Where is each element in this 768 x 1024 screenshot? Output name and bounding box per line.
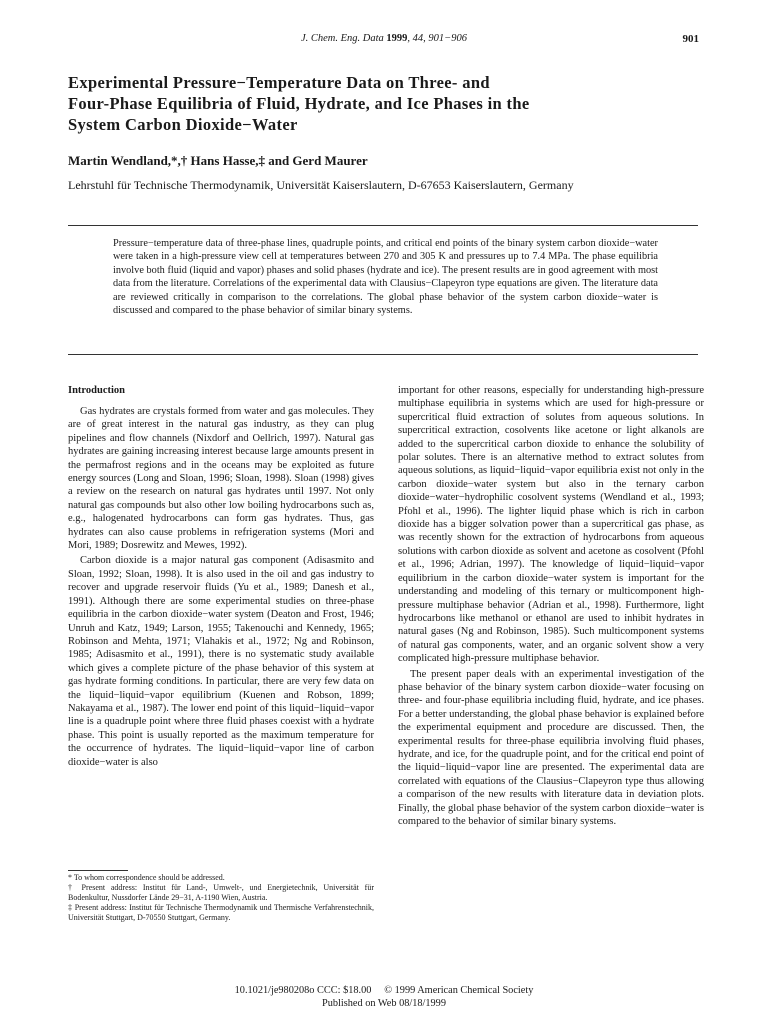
affiliation: Lehrstuhl für Technische Thermodynamik, Universität Kaiserslautern, D-67653 Kaiserslautern, Germany	[68, 178, 574, 192]
published-date-line: Published on Web 08/18/1999	[322, 997, 446, 1009]
left-column	[68, 384, 374, 769]
right-column	[398, 384, 704, 828]
body-paragraph: The present paper deals with an experimental investigation of the phase behavior of the binary system carbon dioxide−water focusing on three- and four-phase equilibria including fluid, hydrate, and ice phases. For a better understanding, the global phase behavior is explained before the experimental equipment and procedure are discussed. Then, the experimental results for three-phase equilibria involving fluid phases, hydrate, and ice, for the quadruple point, and for the critical end point of the liquid−liquid−vapor line are presented. The experimental data are correlated with equations of the Clausius−Clapeyron type thus allowing a comparison of the new results with literature data in deviation plots. Finally, the global phase behavior of the system carbon dioxide−water is compared to the behavior of similar binary systems.	[398, 668, 704, 827]
footnote-rule	[68, 870, 128, 871]
body-paragraph: Gas hydrates are crystals formed from water and gas molecules. They are of great interest in the natural gas industry, as they can plug pipelines and flow channels (Nixdorf and Oellrich, 1997). Natural gas hydrates are gaining increasing interest because large amounts present in the permafrost regions and in the oceans may be exploited as future energy sources (Long and Sloan, 1996; Sloan, 1998). Sloan (1998) gives a review on the research on natural gas hydrates until 1997. Not only natural gas compounds but also other low boiling hydrocarbons such as, e.g., halogenated hydrocarbons can form gas hydrates. Thus, gas hydrates can also cause problems in refrigeration systems (Mori and Mori, 1989; Dosrewitz and Mewes, 1992).	[68, 406, 374, 552]
article-title: Experimental Pressure−Temperature Data on Three- and Four-Phase Equilibria of Fluid, Hydrate, and Ice Phases in the System Carbon Dioxide−Water	[68, 73, 530, 134]
footnote-present-address-2: ‡ Present address: Institut für Technische Thermodynamik und Thermische Verfahrenstechnik, Universität Stuttgart, D-70550 Stuttgart, Germany.	[68, 903, 374, 922]
footnote-correspondence: * To whom correspondence should be addressed.	[68, 873, 225, 882]
abstract: Pressure−temperature data of three-phase lines, quadruple points, and critical end points of the binary system carbon dioxide−water were taken in a high-pressure view cell at temperatures between 270 and 305 K and pressures up to 7.4 MPa. The phase equilibria involve both fluid (liquid and vapor) phases and solid phases (hydrate and ice). The present results are in good agreement with most data from the literature. Correlations of the experimental data with Clausius−Clapeyron type equations are given. The literature data are reviewed critically in comparison to the correlations. The global phase behavior of the system carbon dioxide−water is discussed and compared to the phase behavior of similar binary systems.	[113, 238, 658, 317]
author-list: Martin Wendland,*,† Hans Hasse,‡ and Gerd Maurer	[68, 153, 368, 168]
abstract-top-rule	[68, 225, 698, 226]
abstract-bottom-rule	[68, 354, 698, 355]
footnotes	[68, 873, 374, 923]
doi-copyright-line: 10.1021/je980208o CCC: $18.00 © 1999 American Chemical Society	[234, 985, 534, 996]
footnote-present-address-1: † Present address: Institut für Land-, Umwelt-, und Energietechnik, Universität für Bodenkultur, Nussdorfer Lände 29−31, A-1190 Wien, Austria.	[68, 883, 374, 902]
body-paragraph: Carbon dioxide is a major natural gas component (Adisasmito and Sloan, 1992; Sloan, 1998). It is also used in the oil and gas industry to recover and upgrade reservoir fluids (Yu et al., 1989; Danesh et al., 1991). Although there are some experimental studies on three-phase equilibria in the carbon dioxide−water system (Deaton and Frost, 1946; Unruh and Katz, 1949; Larson, 1955; Takenouchi and Kennedy, 1965; Robinson and Mehta, 1971; Vlahakis et al., 1972; Ng and Robinson, 1985; Adisasmito et al., 1991), there is no systematic study available which gives a complete picture of the phase behavior of this system at gas hydrate forming conditions. In particular, there are very few data on the liquid−liquid−vapor equilibrium (Kuenen and Robson, 1899; Nakayama et al., 1987). The lower end point of this liquid−liquid−vapor line is a quadruple point where three fluid phases coexist with a hydrate phase. This point is usually reported as the maximum temperature for the occurrence of hydrates. The liquid−liquid−vapor line of carbon dioxide−water is also	[68, 555, 374, 768]
journal-citation: J. Chem. Eng. Data 1999, 44, 901−906	[300, 33, 468, 44]
section-heading-introduction: Introduction	[68, 385, 125, 396]
body-paragraph: important for other reasons, especially for understanding high-pressure multiphase equilibria in systems which are used for high-pressure or supercritical fluid extraction of solutes from aqueous solutions. In supercritical extraction, cosolvents like acetone or light alkanols are added to the supercritical carbon dioxide to enhance the solubility of polar solutes. There is an alternative method to extract solutes from aqueous solutions, as liquid−liquid−vapor equilibria exist not only in the carbon dioxide−water system but also in the ternary carbon dioxide−water−hydrophilic cosolvent systems (Wendland et al., 1993; Pfohl et al., 1996). The lighter liquid phase which is rich in carbon dioxide has a bigger solvation power than a supercritical gas phase, as was recently shown for the extraction of hydrocarbons from aqueous solutions with carbon dioxide as solvent and acetone as cosolvent (Pfohl et al., 1996; Adrian, 1997). The knowledge of liquid−liquid−vapor equilibrium in the carbon dioxide−water system is important for the understanding and modeling of this ternary or multicomponent high-pressure multiphase behavior (Adrian et al., 1998). Furthermore, light hydrocarbons like methanol or ethanol are used to inhibit hydrates in natural gases (Ng and Robinson, 1985). Such multicomponent systems of natural gas components, water, and an organic solvent show a very complicated high-pressure multiphase behavior.	[398, 385, 704, 665]
page-number: 901	[682, 33, 699, 45]
running-head	[0, 33, 768, 47]
page-footer	[0, 985, 768, 1010]
